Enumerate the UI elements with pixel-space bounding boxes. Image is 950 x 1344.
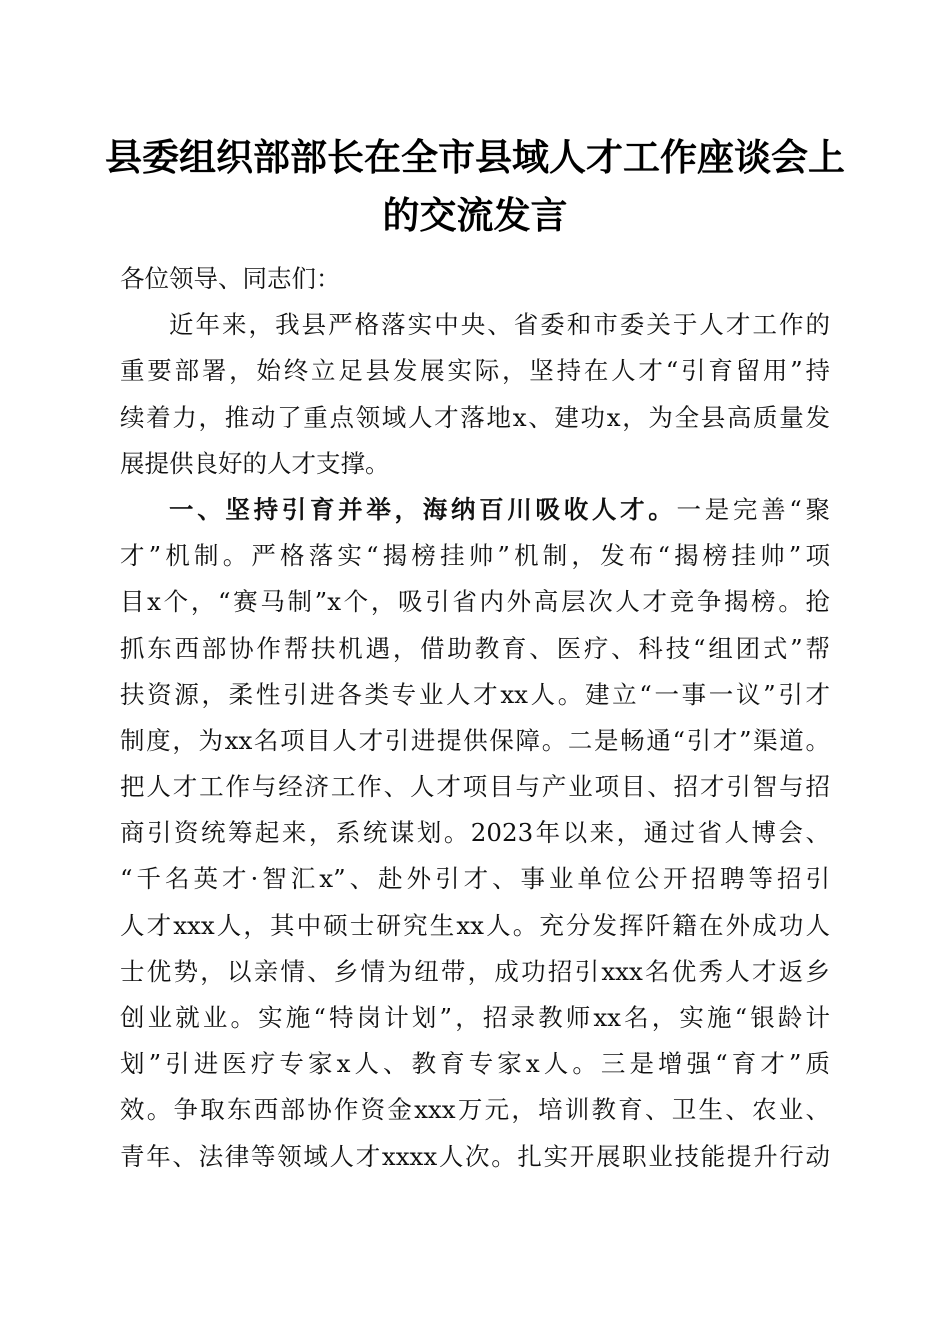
intro-line: 近年来，我县严格落实中央、省委和市委关于人才工作的 bbox=[169, 310, 830, 340]
intro-line: 重要部署，始终立足县发展实际，坚持在人才“引育留用”持 bbox=[120, 356, 830, 386]
intro-line: 展提供良好的人才支撑。 bbox=[120, 448, 390, 478]
section1-line: 创业就业。实施“特岗计划”，招录教师xx名，实施“银龄计 bbox=[120, 1003, 830, 1032]
title-line-2: 的交流发言 bbox=[382, 193, 568, 237]
section1-line: 制度，为xx名项目人才引进提供保障。二是畅通“引才”渠道。 bbox=[120, 725, 830, 755]
section1-line: 目x个，“赛马制”x个，吸引省内外高层次人才竞争揭榜。抢 bbox=[120, 587, 830, 617]
salutation: 各位领导、同志们： bbox=[120, 264, 341, 293]
section1-line: 划”引进医疗专家x人、教育专家x人。三是增强“育才”质 bbox=[120, 1049, 830, 1079]
section1-line: 商引资统筹起来，系统谋划。2023年以来，通过省人博会、 bbox=[120, 818, 830, 848]
title-line-1: 县委组织部部长在全市县域人才工作座谈会上 bbox=[105, 135, 845, 179]
document-title bbox=[100, 128, 850, 244]
section1-first-line-rest: 一是完善“聚 bbox=[676, 494, 830, 524]
intro-line: 续着力，推动了重点领域人才落地x、建功x，为全县高质量发 bbox=[120, 402, 830, 432]
section1-line: 青年、法律等领域人才xxxx人次。扎实开展职业技能提升行动 bbox=[120, 1141, 830, 1171]
section1-line: 抓东西部协作帮扶机遇，借助教育、医疗、科技“组团式”帮 bbox=[120, 633, 830, 663]
document-body bbox=[120, 256, 830, 1180]
section1-line: 才”机制。严格落实“揭榜挂帅”机制，发布“揭榜挂帅”项 bbox=[120, 541, 830, 571]
section1-line: “千名英才·智汇x”、赴外引才、事业单位公开招聘等招引 bbox=[120, 864, 830, 894]
section1-line: 把人才工作与经济工作、人才项目与产业项目、招才引智与招 bbox=[120, 772, 830, 802]
section1-heading: 一、坚持引育并举，海纳百川吸收人才。 bbox=[169, 494, 677, 524]
section1-line: 人才xxx人，其中硕士研究生xx人。充分发挥阡籍在外成功人 bbox=[120, 910, 830, 940]
section1-first-line bbox=[120, 487, 830, 533]
section1-line: 扶资源，柔性引进各类专业人才xx人。建立“一事一议”引才 bbox=[120, 679, 830, 709]
section1-line: 士优势，以亲情、乡情为纽带，成功招引xxx名优秀人才返乡 bbox=[120, 956, 830, 986]
section1-line: 效。争取东西部协作资金xxx万元，培训教育、卫生、农业、 bbox=[120, 1095, 830, 1125]
